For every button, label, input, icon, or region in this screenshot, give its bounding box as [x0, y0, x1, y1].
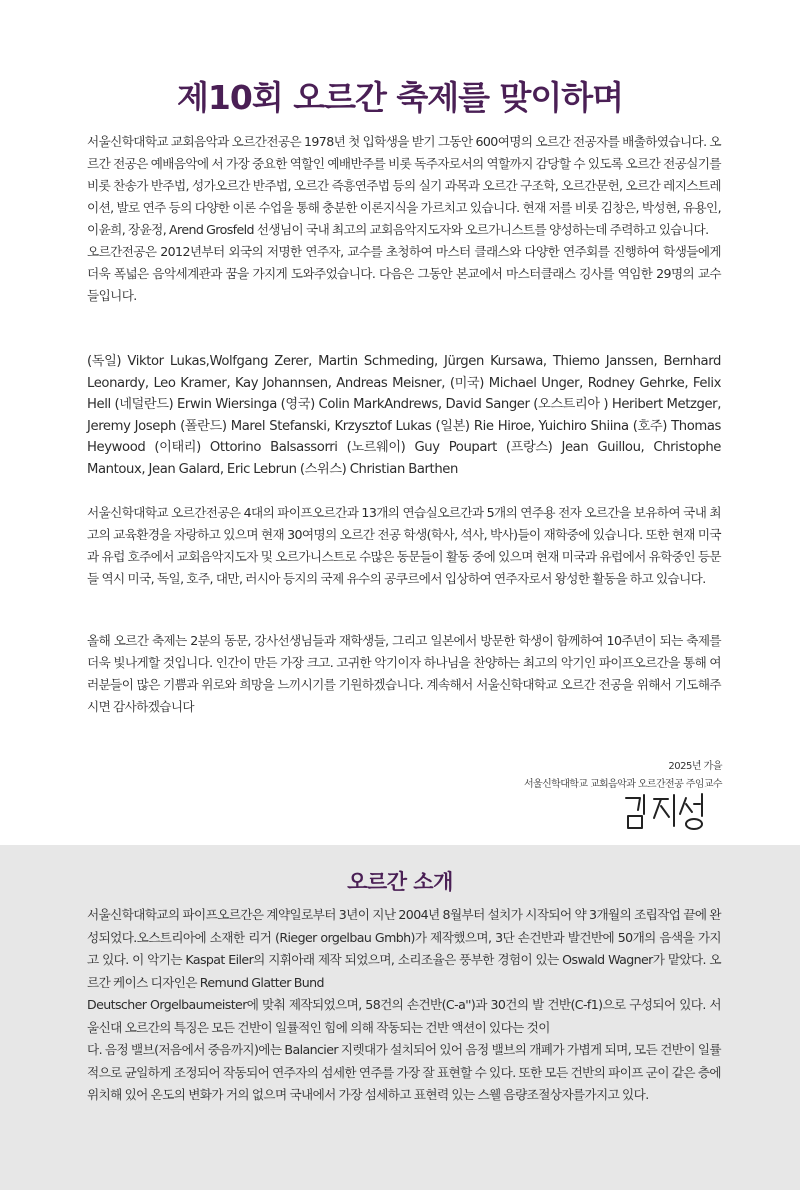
body-paragraph-4: [87, 630, 721, 718]
signature-date: 2025년 가을: [668, 761, 722, 772]
organ-intro-text: [87, 904, 721, 1107]
page-title: 제10회 오르간 축제를 맞이하며: [177, 78, 623, 117]
greeting-paragraph: 서울신학대학교 교회음악과 오르간전공은 1978년 첫 입학생을 받기 그동안 600여명의 오르간 전공자를 배출하였습니다. 오르간 전공은 예배음악에 서 가장 중요한 역할인 예배반주를 비롯 독주자로서의 역할까지 감당할 수 있도록 오르간 전공실기를 비롯 찬송가 반주법, 성가오르간 반주법, 오르간 즉흥연주법 등의 실기 과목과 오르간 구조학, 오르간문헌, 오르간 레지스트레이션, 발로 연주 등의 다양한 이론 수업을 통해 충분한 이론지식을 가르치고 있습니다. 현재 저를 비롯 김창은, 박성현, 유용인, 이윤희, 장윤정, Arend Grosfeld 선생님이 국내 최고의 교회음악지도자와 오르가니스트를 양성하는데 주력하고 있습니다.: [87, 134, 721, 237]
organ-intro-paragraph: 다. 음정 밸브(저음에서 중음까지)에는 Balancier 지렛대가 설치되어 있어 음정 밸브의 개폐가 가볍게 되며, 모든 건반이 일률적으로 균일하게 조정되어 작동되어 연주자의 섬세한 연주를 가장 잘 표현할 수 있다. 또한 모든 건반의 파이프 군이 같은 층에 위치해 있어 온도의 변화가 거의 없으며 국내에서 가장 섬세하고 표현력 있는 스웰 음량조절상자를가지고 있다.: [87, 1042, 721, 1102]
signature-affiliation: 서울신학대학교 교회음악과 오르간전공 주임교수: [524, 779, 722, 790]
body-paragraph-1: [87, 131, 721, 307]
organ-intro-paragraph: Deutscher Orgelbaumeister에 맞춰 제작되었으며, 58건의 손건반(C-a'')과 30건의 발 건반(C-f1)으로 구성되어 있다. 서울신대 오르간의 특징은 모든 건반이 일률적인 힘에 의해 작동되는 건반 액션이 있다는 것이: [87, 997, 721, 1035]
greeting-paragraph: 오르간전공은 2012년부터 외국의 저명한 연주자, 교수를 초청하여 마스터 클래스와 다양한 연주회를 진행하여 학생들에게 더욱 폭넓은 음악세계관과 꿈을 가지게 도와주었습니다. 다음은 그동안 본교에서 마스터클래스 깅사를 역임한 29명의 교수들입니다.: [87, 244, 721, 303]
professor-list: [87, 351, 721, 480]
handwritten-signature: [620, 790, 720, 834]
organ-intro-title: 오르간 소개: [347, 870, 453, 894]
greeting-paragraph: 올해 오르간 축제는 2분의 동문, 강사선생님들과 재학생들, 그리고 일본에서 방문한 학생이 함께하여 10주년이 되는 축제를 더욱 빛나게할 것입니다. 인간이 만든 가장 크고. 고귀한 악기이자 하나님을 찬양하는 최고의 악기인 파이프오르간을 통해 여러분들이 많은 기쁨과 위로와 희망을 느끼시기를 기원하겠습니다. 계속해서 서울신학대학교 오르간 전공을 위해서 기도해주시면 감사하겠습니다: [87, 633, 721, 714]
professor-names: (독일) Viktor Lukas,Wolfgang Zerer, Martin Schmeding, Jürgen Kursawa, Thiemo Janssen, Bernhard Leonardy, Leo Kramer, Kay Johannsen, Andreas Meisner, (미국) Michael Unger, Rodney Gehrke, Felix Hell (네덜란드) Erwin Wiersinga (영국) Colin MarkAndrews, David Sanger (오스트리아 ) Heribert Metzger, Jeremy Joseph (폴란드) Marel Stefanski, Krzysztof Lukas (일본) Rie Hiroe, Yuichiro Shiina (호주) Thomas Heywood (이태리) Ottorino Balsassorri (노르웨이) Guy Poupart (프랑스) Jean Guillou, Christophe Mantoux, Jean Galard, Eric Lebrun (스위스) Christian Barthen: [87, 354, 721, 477]
organ-intro-paragraph: 서울신학대학교의 파이프오르간은 계약일로부터 3년이 지난 2004년 8월부터 설치가 시작되어 약 3개월의 조립작업 끝에 완성되었다.오스트리아에 소재한 리거 (Rieger orgelbau Gmbh)가 제작했으며, 3단 손건반과 발건반에 50개의 음색을 가지고 있다. 이 악기는 Kaspat Eiler의 지휘아래 제작 되었으며, 소리조율은 풍부한 경험이 있는 Oswald Wagner가 맡았다. 오르간 케이스 디자인은 Remund Glatter Bund: [87, 907, 721, 990]
greeting-paragraph: 서울신학대학교 오르간전공은 4대의 파이프오르간과 13개의 연습실오르간과 5개의 연주용 전자 오르간을 보유하여 국내 최고의 교육환경을 자랑하고 있으며 현재 30여명의 오르간 전공 학생(학사, 석사, 박사)들이 재학중에 있습니다. 또한 현재 미국과 유럽 호주에서 교회음악지도자 및 오르가니스트로 수많은 동문들이 활동 중에 있으며 현재 미국과 유럽에서 유학중인 등문들 역시 미국, 독일, 호주, 대만, 러시아 등지의 국제 유수의 공쿠르에서 입상하여 연주자로서 왕성한 활동을 하고 있습니다.: [87, 505, 721, 586]
body-paragraph-3: [87, 502, 721, 590]
